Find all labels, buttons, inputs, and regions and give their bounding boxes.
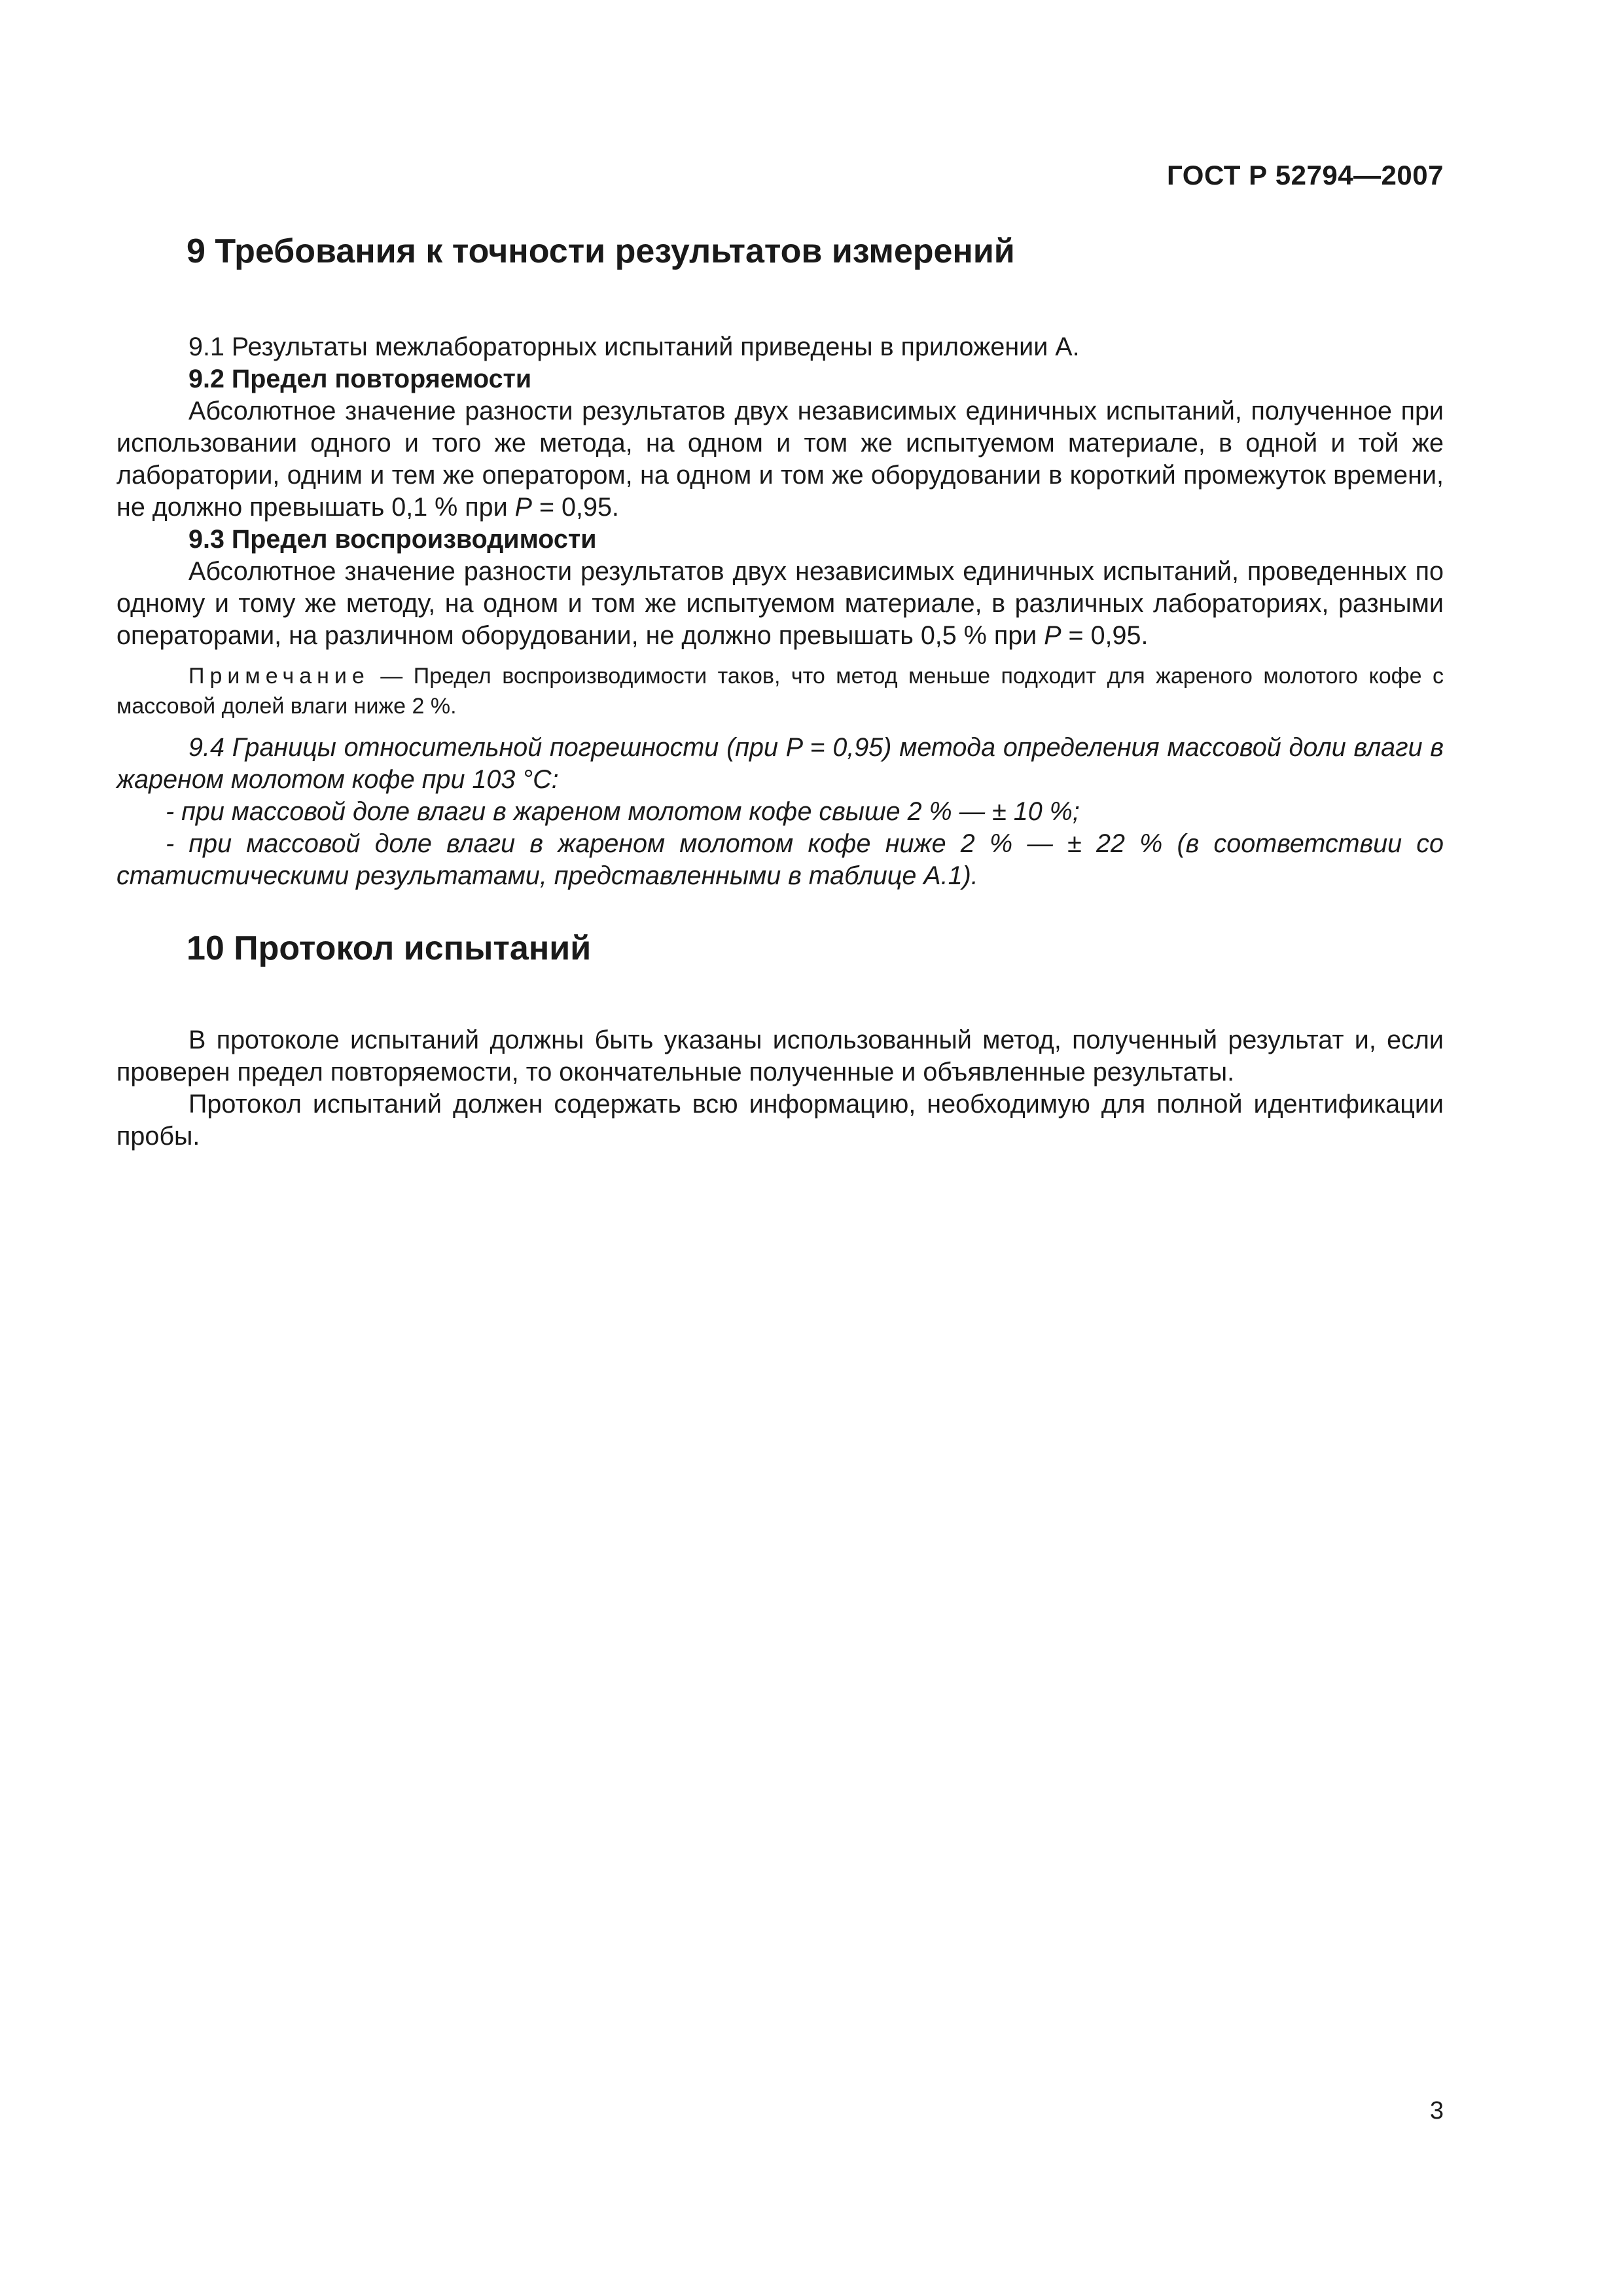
clause-9-2-text bbox=[116, 395, 1444, 524]
clause-9-3-heading: 9.3 Предел воспроизводимости bbox=[188, 525, 597, 554]
clause-9-3-symbol-p: P bbox=[1044, 621, 1061, 650]
section-10-paragraph-2: Протокол испытаний должен содержать всю информацию, необходимую для полной идентификации пробы. bbox=[116, 1090, 1444, 1151]
clause-9-4-text: 9.4 Границы относительной погрешности (при P = 0,95) метода определения массовой доли влаги в жареном молотом кофе при 103 °С: bbox=[116, 733, 1444, 794]
clause-9-4-item-1: - при массовой доле влаги в жареном молотом кофе свыше 2 % — ± 10 %; bbox=[166, 797, 1080, 826]
clause-9-2-text-a: Абсолютное значение разности результатов двух независимых единичных испытаний, полученное при использовании одного и того же метода, на одном и том же испытуемом материале, в одной и той же лаборатории, одним и тем же оператором, на одном и том же оборудовании в короткий промежуток времени, не должно превышать 0,1 % при bbox=[116, 397, 1444, 522]
note-text: — Предел воспроизводимости таков, что метод меньше подходит для жареного молотого кофе с массовой долей влаги ниже 2 %. bbox=[116, 664, 1444, 719]
clause-9-2-text-b: = 0,95. bbox=[532, 493, 619, 522]
document-code: ГОСТ Р 52794—2007 bbox=[1167, 160, 1444, 190]
clause-9-3-text bbox=[116, 556, 1444, 652]
clause-9-3-text-b: = 0,95. bbox=[1061, 621, 1149, 650]
clause-9-4-item-2: - при массовой доле влаги в жареном молотом кофе ниже 2 % — ± 22 % (в соответствии со статистическими результатами, представленными в таблице А.1). bbox=[116, 829, 1444, 890]
section-10-title: 10 Протокол испытаний bbox=[187, 929, 592, 967]
page-content bbox=[116, 228, 1444, 1153]
clause-9-2-heading: 9.2 Предел повторяемости bbox=[188, 365, 532, 393]
section-10-paragraph-1: В протоколе испытаний должны быть указаны использованный метод, полученный результат и, если проверен предел повторяемости, то окончательные полученные и объявленные результаты. bbox=[116, 1026, 1444, 1086]
note bbox=[116, 661, 1444, 721]
clause-9-3-text-a: Абсолютное значение разности результатов двух независимых единичных испытаний, проведенных по одному и тому же методу, на одном и том же испытуемом материале, в различных лабораториях, разными операторами, на различном оборудовании, не должно превышать 0,5 % при bbox=[116, 557, 1444, 650]
note-label: Примечание bbox=[188, 664, 370, 689]
clause-9-1: 9.1 Результаты межлабораторных испытаний приведены в приложении А. bbox=[188, 332, 1080, 361]
page-number: 3 bbox=[1429, 2097, 1444, 2125]
section-9-title: 9 Требования к точности результатов измерений bbox=[187, 232, 1015, 270]
clause-9-2-symbol-p: P bbox=[514, 493, 533, 522]
